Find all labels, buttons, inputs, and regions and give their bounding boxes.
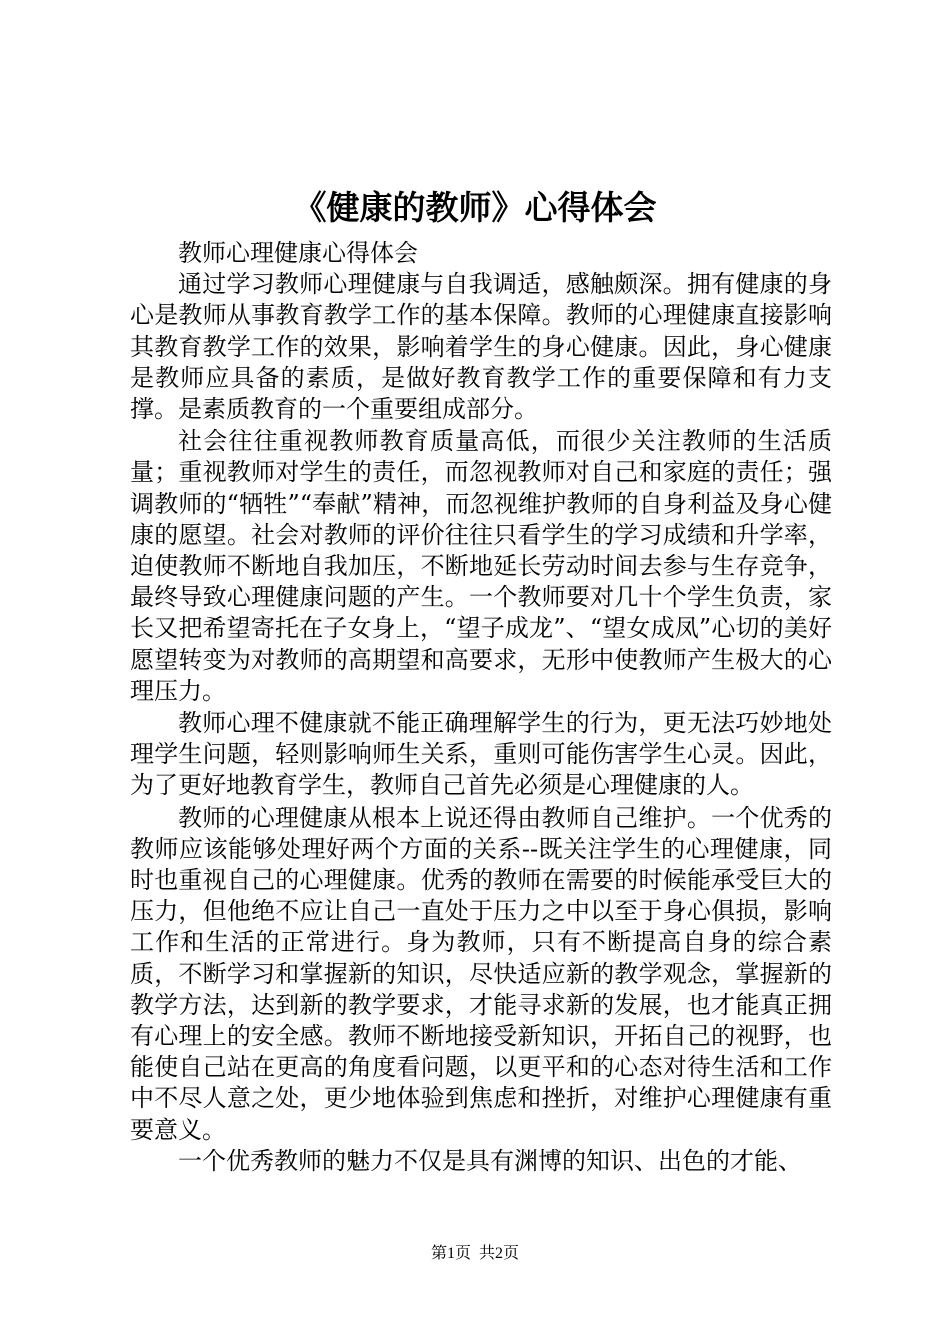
paragraph: 通过学习教师心理健康与自我调适，感触颇深。拥有健康的身心是教师从事教育教学工作的基本保障。教师的心理健康直接影响其教育教学工作的效果，影响着学生的身心健康。因此，身心健康是教师应具备的素质，是做好教育教学工作的重要保障和有力支撑。是素质教育的一个重要组成部分。 [130,270,832,424]
document-body [130,238,832,1177]
subtitle-line: 教师心理健康心得体会 [178,239,418,267]
page-footer [0,1244,950,1264]
document-title: 《健康的教师》心得体会 [293,188,657,227]
paragraph: 教师心理不健康就不能正确理解学生的行为，更无法巧妙地处理学生问题，轻则影响师生关系，重则可能伤害学生心灵。因此，为了更好地教育学生，教师自己首先必须是心理健康的人。 [130,709,832,800]
paragraph: 社会往往重视教师教育质量高低，而很少关注教师的生活质量；重视教师对学生的责任，而忽视教师对自己和家庭的责任；强调教师的“牺牲”“奉献”精神，而忽视维护教师的自身利益及身心健康的愿望。社会对教师的评价往往只看学生的学习成绩和升学率，迫使教师不断地自我加压，不断地延长劳动时间去参与生存竞争，最终导致心理健康问题的产生。一个教师要对几十个学生负责，家长又把希望寄托在子女身上，“望子成龙”、“望女成凤”心切的美好愿望转变为对教师的高期望和高要求，无形中使教师产生极大的心理压力。 [130,427,832,705]
paragraph: 教师的心理健康从根本上说还得由教师自己维护。一个优秀的教师应该能够处理好两个方面的关系--既关注学生的心理健康，同时也重视自己的心理健康。优秀的教师在需要的时候能承受巨大的压力，但他绝不应让自己一直处于压力之中以至于身心俱损，影响工作和生活的正常进行。身为教师，只有不断提高自身的综合素质，不断学习和掌握新的知识，尽快适应新的教学观念，掌握新的教学方法，达到新的教学要求，才能寻求新的发展，也才能真正拥有心理上的安全感。教师不断地接受新知识，开拓自己的视野，也能使自己站在更高的角度看问题，以更平和的心态对待生活和工作中不尽人意之处，更少地体验到焦虑和挫折，对维护心理健康有重要意义。 [130,803,832,1144]
page-number: 第1页 共2页 [430,1245,519,1262]
paragraph: 一个优秀教师的魅力不仅是具有渊博的知识、出色的才能、 [178,1146,802,1175]
